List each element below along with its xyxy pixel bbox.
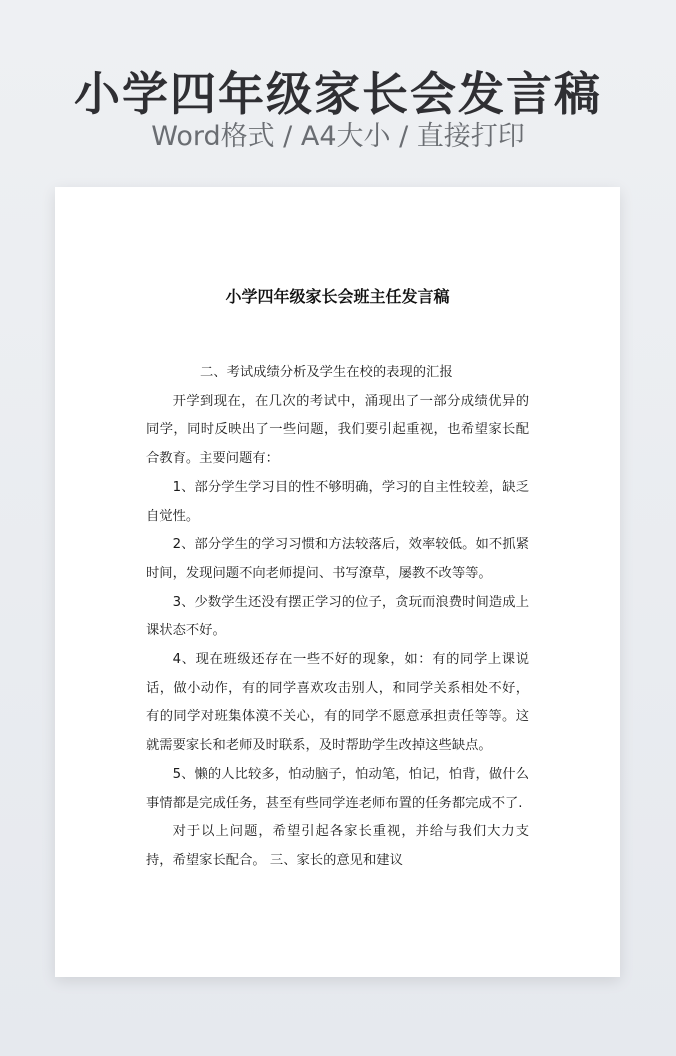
body-paragraph: 对于以上问题，希望引起各家长重视，并给与我们大力支持，希望家长配合。 三、家长的意见和建议	[146, 824, 529, 868]
list-item: 3、少数学生还没有摆正学习的位子，贪玩而浪费时间造成上课状态不好。	[146, 594, 529, 639]
document-title: 小学四年级家长会班主任发言稿	[225, 287, 450, 306]
list-item: 1、部分学生学习目的性不够明确，学习的自主性较差，缺乏自觉性。	[146, 479, 529, 524]
list-item: 2、部分学生的学习习惯和方法较落后，效率较低。如不抓紧时间，发现问题不向老师提问、书写潦草，屡教不改等等。	[146, 537, 529, 581]
list-item: 5、懒的人比较多，怕动脑子，怕动笔，怕记，怕背，做什么事情都是完成任务，甚至有些同学连老师布置的任务都完成不了.	[146, 766, 529, 811]
body-paragraph: 开学到现在，在几次的考试中，涌现出了一部分成绩优异的同学，同时反映出了一些问题，我们要引起重视，也希望家长配合教育。主要问题有：	[146, 393, 529, 467]
list-item: 4、现在班级还存在一些不好的现象，如：有的同学上课说话，做小动作，有的同学喜欢攻击别人，和同学关系相处不好，有的同学对班集体漠不关心，有的同学不愿意承担责任等等。这就需要家长和老师及时联系，及时帮助学生改掉这些缺点。	[146, 652, 529, 754]
document-page	[55, 187, 620, 977]
section-heading: 二、考试成绩分析及学生在校的表现的汇报	[200, 365, 453, 380]
banner-subtitle: Word格式 / A4大小 / 直接打印	[151, 121, 525, 152]
banner-title: 小学四年级家长会发言稿	[74, 67, 602, 121]
document-body	[146, 359, 529, 876]
